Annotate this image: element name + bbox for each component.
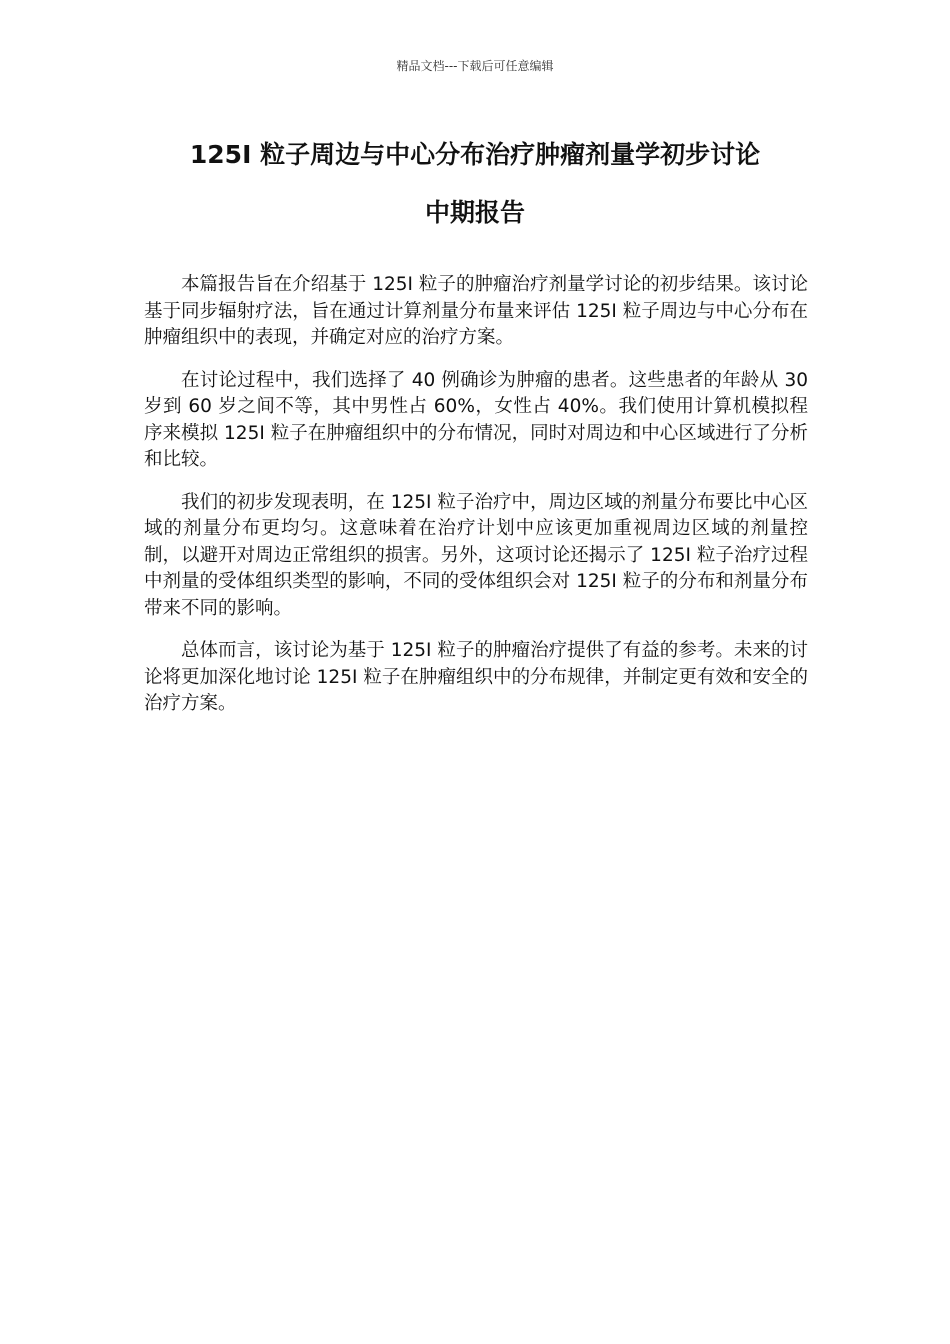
page-header-note: 精品文档---下载后可任意编辑: [396, 59, 554, 73]
body-paragraph-2: 在讨论过程中，我们选择了 40 例确诊为肿瘤的患者。这些患者的年龄从 30 岁到 60 岁之间不等，其中男性占 60%，女性占 40%。我们使用计算机模拟程序来模拟 125I 粒子在肿瘤组织中的分布情况，同时对周边和中心区域进行了分析和比较。: [144, 369, 808, 470]
document-subtitle: 中期报告: [424, 198, 525, 227]
document-body: [144, 272, 808, 734]
body-paragraph-1: 本篇报告旨在介绍基于 125I 粒子的肿瘤治疗剂量学讨论的初步结果。该讨论基于同步辐射疗法，旨在通过计算剂量分布量来评估 125I 粒子周边与中心分布在肿瘤组织中的表现，并确定对应的治疗方案。: [144, 274, 808, 348]
document-title: 125I 粒子周边与中心分布治疗肿瘤剂量学初步讨论: [189, 140, 761, 169]
body-paragraph-3: 我们的初步发现表明，在 125I 粒子治疗中，周边区域的剂量分布要比中心区域的剂量分布更均匀。这意味着在治疗计划中应该更加重视周边区域的剂量控制，以避开对周边正常组织的损害。另外，这项讨论还揭示了 125I 粒子治疗过程中剂量的受体组织类型的影响，不同的受体组织会对 125I 粒子的分布和剂量分布带来不同的影响。: [144, 491, 808, 619]
body-paragraph-4: 总体而言，该讨论为基于 125I 粒子的肿瘤治疗提供了有益的参考。未来的讨论将更加深化地讨论 125I 粒子在肿瘤组织中的分布规律，并制定更有效和安全的治疗方案。: [144, 640, 808, 714]
